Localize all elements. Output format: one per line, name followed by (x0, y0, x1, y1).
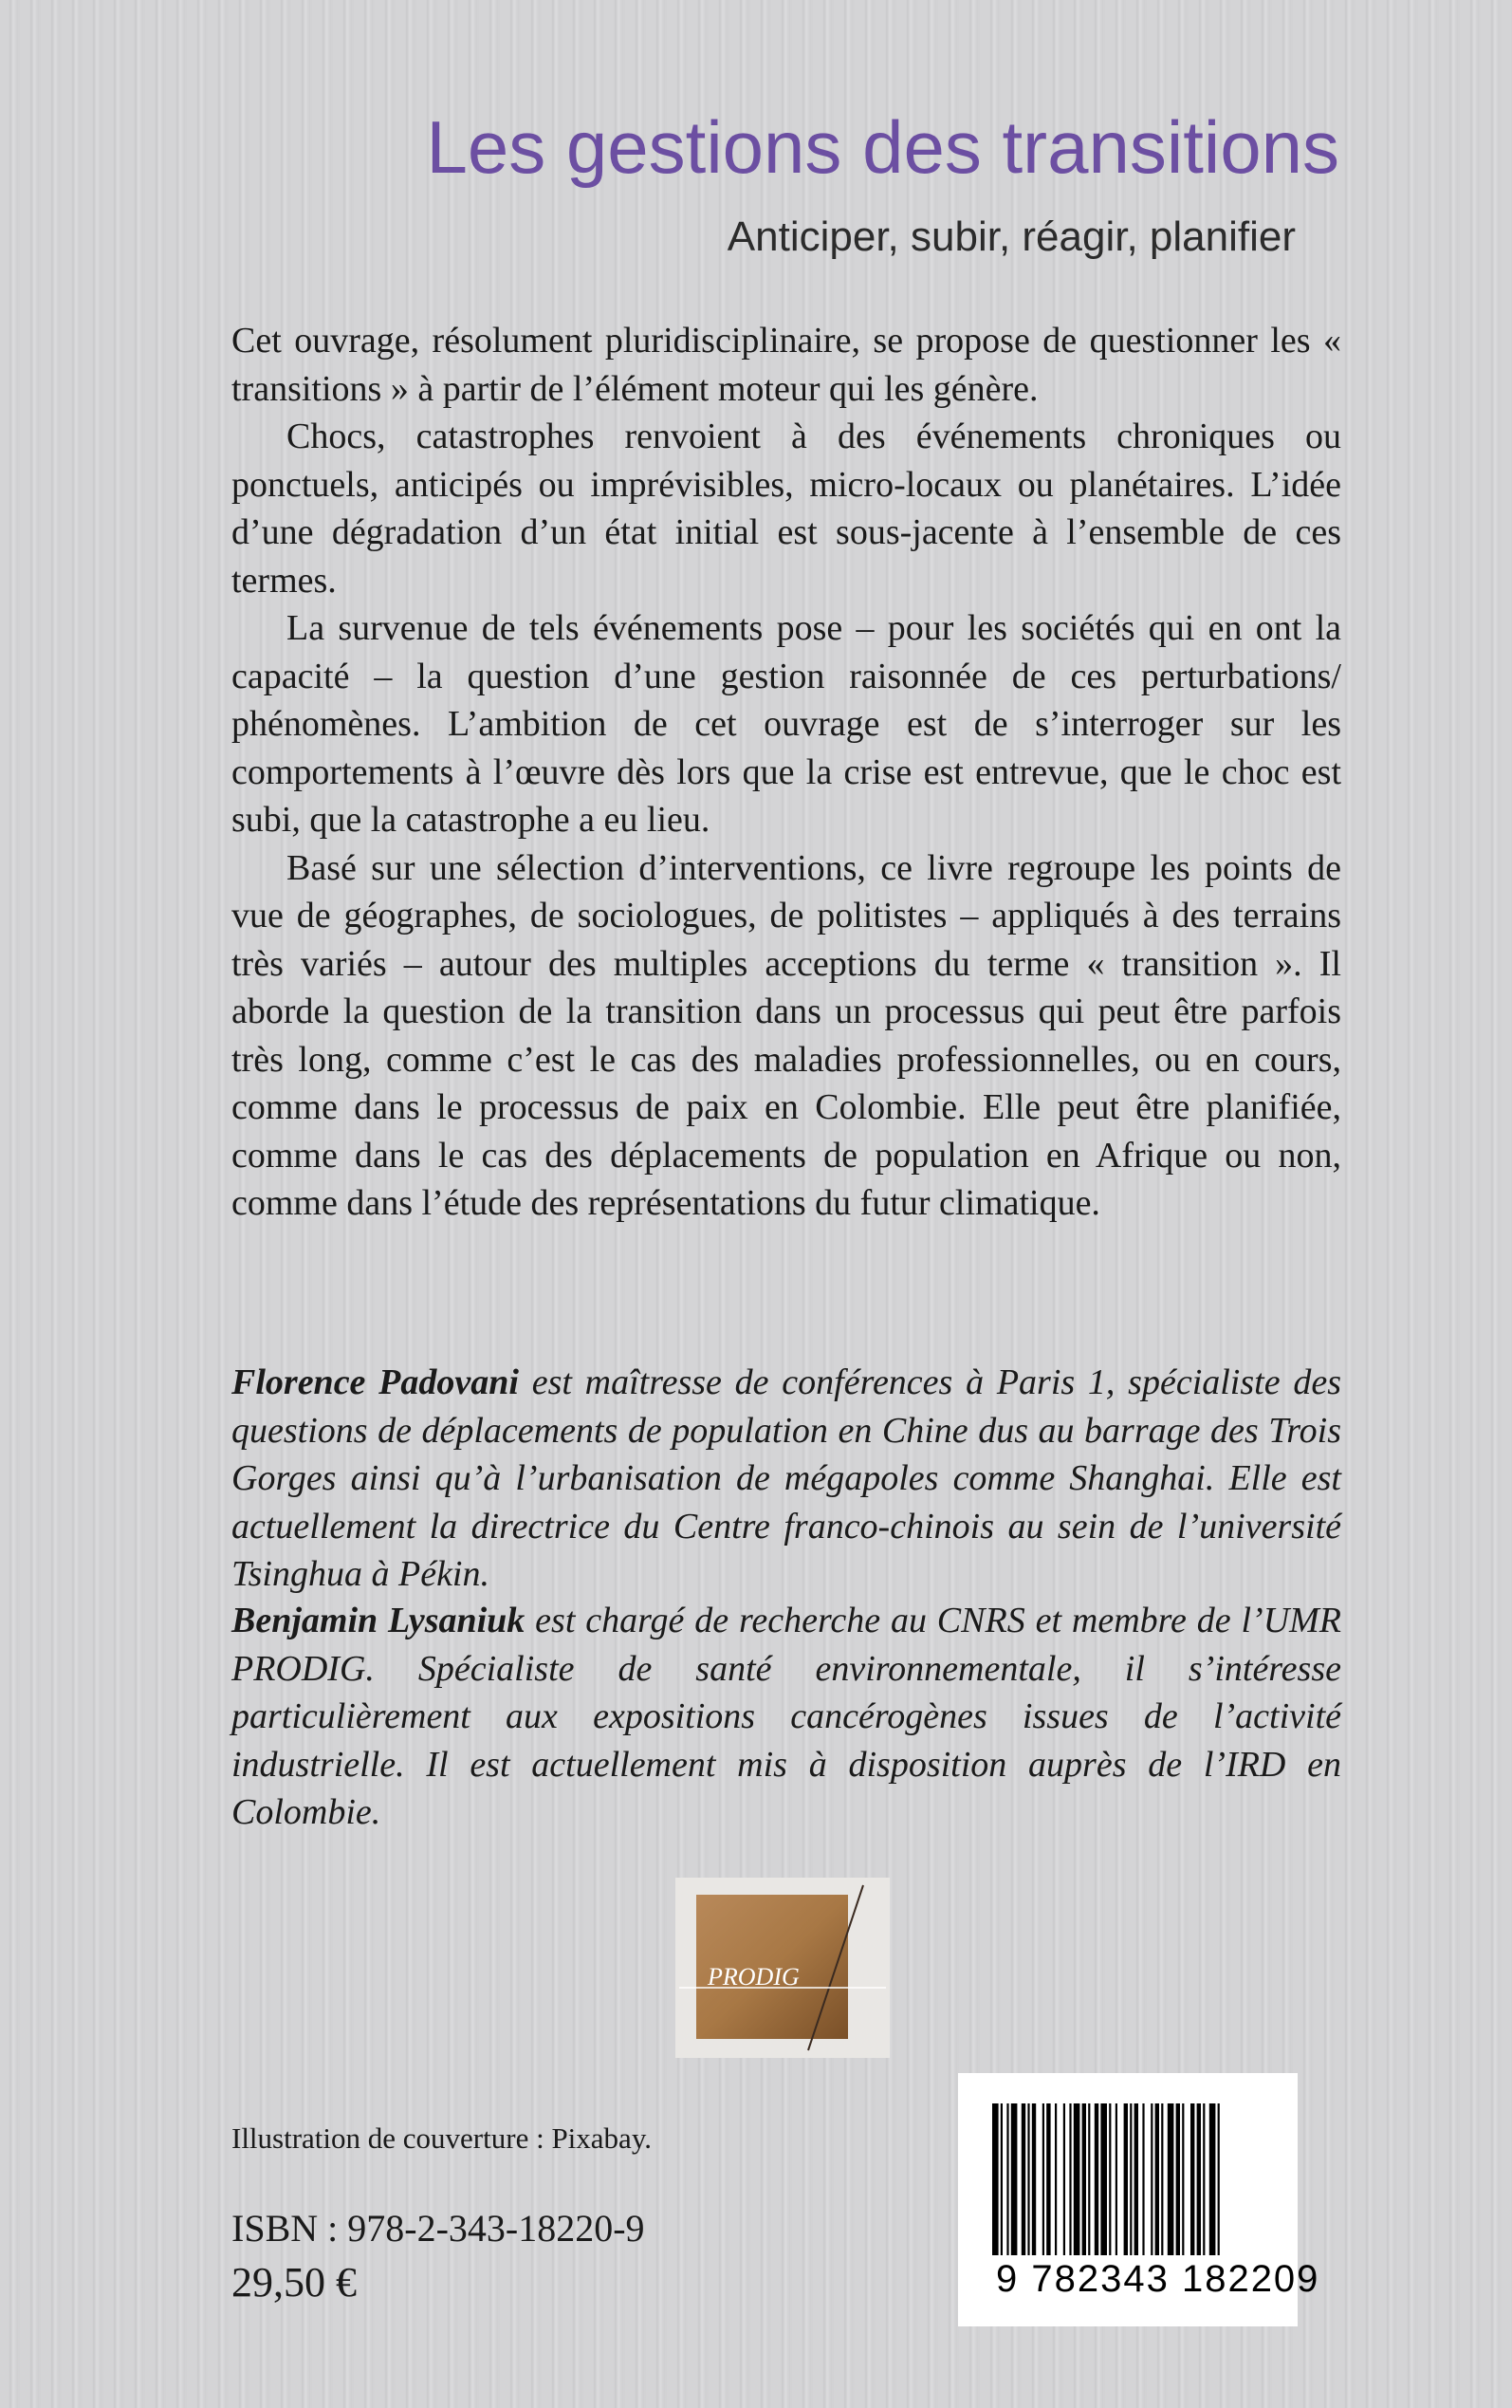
prodig-logo-graphic (675, 1878, 890, 2058)
author-bio-lysaniuk (231, 1597, 1341, 1837)
barcode-bar (1168, 2103, 1174, 2255)
barcode (958, 2073, 1320, 2326)
barcode-bar (1124, 2103, 1128, 2255)
barcode-bar (1218, 2103, 1220, 2255)
book-title: Les gestions des transitions (426, 105, 1339, 189)
author-bio-padovani (231, 1359, 1341, 1599)
barcode-bar (992, 2103, 999, 2255)
book-subtitle: Anticiper, subir, réagir, planifier (727, 213, 1296, 260)
barcode-bar (1022, 2103, 1025, 2255)
barcode-bar (1197, 2103, 1201, 2255)
barcode-bar (1001, 2103, 1003, 2255)
barcode-bar (1063, 2103, 1065, 2255)
barcode-bars (958, 2073, 1298, 2263)
author-name: Benjamin Lysaniuk (231, 1601, 526, 1640)
barcode-bar (1209, 2103, 1216, 2255)
barcode-bar (1100, 2103, 1107, 2255)
author-bio-text: est maîtresse de conférences à Paris 1, spécialiste des questions de déplacements de population en Chine dus au barrage des Trois Gorges ainsi qu’à l’urbanisation de mégapoles comme Shanghai. Elle est actuellement la directrice du Centre franco-chinois au sein de l’université Tsinghua à Pékin. (231, 1362, 1341, 1594)
author-name: Florence Padovani (231, 1362, 519, 1402)
barcode-bar (1095, 2103, 1098, 2255)
barcode-bar (1134, 2103, 1138, 2255)
barcode-bar (1151, 2103, 1152, 2255)
barcode-bar (1155, 2103, 1159, 2255)
barcode-bar (1011, 2103, 1018, 2255)
barcode-bar (1130, 2103, 1132, 2255)
summary-paragraph: Cet ouvrage, résolument pluridisciplinaire, se propose de questionner les « transitions » à partir de l’élément moteur qui les génère. (231, 321, 1341, 409)
barcode-bar (1046, 2103, 1050, 2255)
illustration-credit: Illustration de couverture : Pixabay. (231, 2121, 653, 2155)
barcode-bar (1182, 2103, 1184, 2255)
barcode-bar (1082, 2103, 1086, 2255)
barcode-digits: 9 782343 182209 (996, 2258, 1320, 2300)
barcode-bar (1088, 2103, 1090, 2255)
isbn: ISBN : 978-2-343-18220-9 (231, 2207, 645, 2250)
barcode-bar (1027, 2103, 1029, 2255)
barcode-bar (1006, 2103, 1008, 2255)
barcode-bar (1176, 2103, 1180, 2255)
author-bio-text: est chargé de recherche au CNRS et membre de l’UMR PRODIG. Spécialiste de santé environnementale, il s’intéresse particulièrement aux expositions cancérogènes issues de l’activité industrielle. Il est actuellement mis à disposition auprès de l’IRD en Colombie. (231, 1601, 1342, 1832)
summary-paragraph: Chocs, catastrophes renvoient à des événements chroniques ou ponctuels, anticipés ou imprévisibles, micro-locaux ou planétaires. L’idée d’une dégradation d’un état initial est sous-jacente à l’ensemble de ces termes. (231, 417, 1341, 601)
barcode-bar (1055, 2103, 1057, 2255)
barcode-bar (1042, 2103, 1044, 2255)
barcode-bar (1109, 2103, 1111, 2255)
barcode-bar (1032, 2103, 1036, 2255)
prodig-logo (675, 1878, 890, 2058)
barcode-bar (1116, 2103, 1117, 2255)
prodig-logo-text: PRODIG (708, 1963, 800, 1991)
barcode-bar (1203, 2103, 1205, 2255)
summary-paragraph: Basé sur une sélection d’interventions, ce livre regroupe les points de vue de géographes, de sociologues, de politistes – appliqués à des terrains très variés – autour des multiples acceptions du terme « transition ». Il aborde la question de la transition dans un processus qui peut être parfois très long, comme c’est le cas des maladies professionnelles, ou en cours, comme dans le processus de paix en Colombie. Elle peut être planifiée, comme dans le cas des déplacements de population en Afrique ou non, comme dans l’étude des représentations du futur climatique. (231, 847, 1341, 1223)
barcode-bar (1074, 2103, 1080, 2255)
price: 29,50 € (231, 2259, 357, 2306)
barcode-bar (1190, 2103, 1194, 2255)
barcode-bar (1069, 2103, 1071, 2255)
barcode-bar (1161, 2103, 1163, 2255)
summary-paragraph: La survenue de tels événements pose – pour les sociétés qui en ont la capacité – la question d’une gestion raisonnée de ces perturbations/ phénomènes. L’ambition de cet ouvrage est de s’interroger sur les comportements à l’œuvre dès lors que la crise est entrevue, que le choc est subi, que la catastrophe a eu lieu. (231, 608, 1341, 840)
summary-text (231, 317, 1341, 1228)
barcode-bar (1142, 2103, 1144, 2255)
